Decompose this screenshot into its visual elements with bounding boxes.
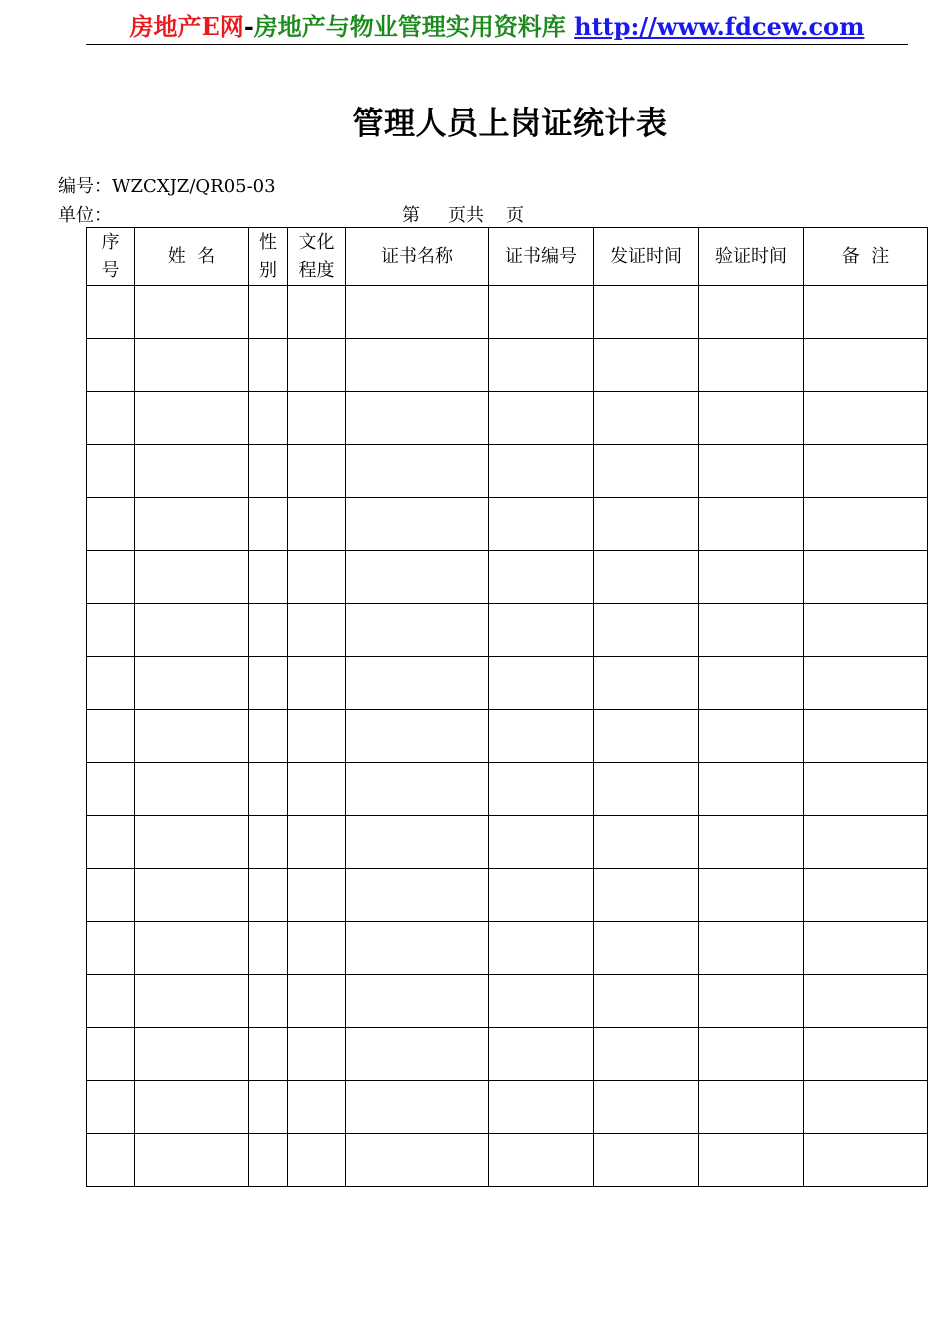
page-prefix: 第	[402, 205, 420, 226]
table-cell	[804, 922, 928, 975]
table-cell	[489, 657, 594, 710]
table-row	[87, 1134, 928, 1187]
code-value: WZCXJZ/QR05-03	[112, 176, 276, 197]
table-cell	[87, 1134, 135, 1187]
table-cell	[699, 869, 804, 922]
table-cell	[135, 869, 249, 922]
table-cell	[699, 922, 804, 975]
header-cert-name: 证书名称	[346, 228, 489, 286]
table-cell	[804, 551, 928, 604]
table-cell	[346, 286, 489, 339]
table-cell	[346, 922, 489, 975]
table-cell	[249, 1081, 288, 1134]
table-row	[87, 286, 928, 339]
table-cell	[594, 286, 699, 339]
header-education: 文化 程度	[288, 228, 346, 286]
table-cell	[87, 710, 135, 763]
table-cell	[87, 763, 135, 816]
table-cell	[804, 657, 928, 710]
table-cell	[346, 869, 489, 922]
table-cell	[489, 869, 594, 922]
table-cell	[699, 1028, 804, 1081]
table-body	[87, 286, 928, 1187]
table-cell	[346, 498, 489, 551]
table-cell	[699, 498, 804, 551]
table-cell	[594, 1134, 699, 1187]
table-header-row	[87, 228, 928, 286]
table-cell	[594, 445, 699, 498]
table-cell	[135, 922, 249, 975]
table-cell	[489, 604, 594, 657]
table-cell	[804, 445, 928, 498]
table-cell	[346, 1081, 489, 1134]
table-cell	[594, 339, 699, 392]
table-cell	[699, 286, 804, 339]
table-cell	[594, 975, 699, 1028]
table-cell	[87, 604, 135, 657]
table-cell	[489, 922, 594, 975]
table-cell	[699, 392, 804, 445]
table-cell	[489, 710, 594, 763]
table-cell	[699, 710, 804, 763]
table-cell	[804, 869, 928, 922]
document-code	[58, 172, 276, 198]
table-cell	[346, 339, 489, 392]
table-cell	[346, 1028, 489, 1081]
header-issue-date: 发证时间	[594, 228, 699, 286]
code-label: 编号：	[58, 176, 112, 197]
table-cell	[804, 1081, 928, 1134]
table-cell	[699, 604, 804, 657]
table-row	[87, 339, 928, 392]
table-cell	[699, 445, 804, 498]
table-cell	[489, 498, 594, 551]
table-cell	[804, 1134, 928, 1187]
table-cell	[249, 286, 288, 339]
header-separator: -	[243, 12, 254, 41]
table-cell	[594, 922, 699, 975]
table-cell	[699, 1081, 804, 1134]
table-cell	[87, 975, 135, 1028]
table-cell	[804, 286, 928, 339]
table-cell	[288, 763, 346, 816]
table-cell	[87, 551, 135, 604]
table-cell	[288, 339, 346, 392]
table-cell	[87, 498, 135, 551]
table-cell	[699, 975, 804, 1028]
table-cell	[489, 445, 594, 498]
table-cell	[489, 763, 594, 816]
table-cell	[288, 604, 346, 657]
table-cell	[288, 445, 346, 498]
table-cell	[249, 1134, 288, 1187]
document-title: 管理人员上岗证统计表	[352, 106, 668, 142]
table-cell	[87, 816, 135, 869]
table-cell	[249, 975, 288, 1028]
table-cell	[249, 816, 288, 869]
table-cell	[288, 1028, 346, 1081]
table-cell	[489, 339, 594, 392]
table-row	[87, 763, 928, 816]
table-row	[87, 657, 928, 710]
table-cell	[489, 1081, 594, 1134]
table-cell	[594, 551, 699, 604]
table-cell	[804, 604, 928, 657]
header-cert-number: 证书编号	[489, 228, 594, 286]
table-cell	[594, 657, 699, 710]
table-row	[87, 710, 928, 763]
table-cell	[135, 604, 249, 657]
table-cell	[135, 1134, 249, 1187]
table-cell	[594, 869, 699, 922]
table-row	[87, 551, 928, 604]
table-cell	[346, 445, 489, 498]
table-cell	[288, 922, 346, 975]
table-cell	[249, 922, 288, 975]
table-cell	[346, 763, 489, 816]
table-cell	[135, 1081, 249, 1134]
table-cell	[87, 286, 135, 339]
table-cell	[699, 763, 804, 816]
table-cell	[594, 816, 699, 869]
table-cell	[249, 392, 288, 445]
table-cell	[489, 975, 594, 1028]
table-cell	[346, 816, 489, 869]
table-row	[87, 604, 928, 657]
table-cell	[489, 392, 594, 445]
table-cell	[594, 763, 699, 816]
table-cell	[288, 975, 346, 1028]
table-cell	[87, 869, 135, 922]
table-cell	[249, 498, 288, 551]
table-cell	[288, 869, 346, 922]
site-url-link[interactable]: http://www.fdcew.com	[574, 12, 865, 41]
table-cell	[249, 604, 288, 657]
table-cell	[804, 339, 928, 392]
table-row	[87, 869, 928, 922]
table-cell	[135, 975, 249, 1028]
table-cell	[135, 551, 249, 604]
table-cell	[135, 763, 249, 816]
site-name: 房地产E网	[129, 12, 244, 41]
unit-label: 单位：	[58, 205, 112, 226]
table-cell	[249, 657, 288, 710]
table-row	[87, 975, 928, 1028]
table-cell	[249, 1028, 288, 1081]
table-cell	[804, 498, 928, 551]
table-cell	[699, 339, 804, 392]
site-description: 房地产与物业管理实用资料库	[253, 12, 566, 41]
table-cell	[699, 551, 804, 604]
table-cell	[288, 657, 346, 710]
table-row	[87, 445, 928, 498]
table-cell	[249, 339, 288, 392]
table-cell	[87, 922, 135, 975]
table-cell	[135, 498, 249, 551]
table-cell	[699, 816, 804, 869]
table-cell	[594, 392, 699, 445]
table-cell	[804, 392, 928, 445]
header-verify-date: 验证时间	[699, 228, 804, 286]
unit-field	[58, 201, 112, 227]
table-cell	[87, 392, 135, 445]
site-header-banner	[86, 10, 908, 45]
table-cell	[699, 657, 804, 710]
table-cell	[699, 1134, 804, 1187]
table-row	[87, 1081, 928, 1134]
table-cell	[594, 604, 699, 657]
table-cell	[489, 1028, 594, 1081]
table-cell	[594, 710, 699, 763]
table-cell	[489, 1134, 594, 1187]
table-cell	[288, 392, 346, 445]
table-cell	[804, 710, 928, 763]
certificate-table	[86, 227, 928, 1187]
table-cell	[489, 286, 594, 339]
table-cell	[346, 551, 489, 604]
table-cell	[346, 975, 489, 1028]
table-cell	[346, 710, 489, 763]
table-cell	[288, 1081, 346, 1134]
table-row	[87, 922, 928, 975]
table-cell	[346, 657, 489, 710]
table-cell	[249, 551, 288, 604]
header-gender: 性 别	[249, 228, 288, 286]
table-cell	[594, 1081, 699, 1134]
table-row	[87, 1028, 928, 1081]
table-cell	[249, 869, 288, 922]
page-suffix: 页	[506, 205, 524, 226]
table-cell	[804, 975, 928, 1028]
table-cell	[288, 710, 346, 763]
table-cell	[288, 286, 346, 339]
table-cell	[804, 763, 928, 816]
table-cell	[346, 1134, 489, 1187]
table-cell	[135, 392, 249, 445]
table-cell	[804, 816, 928, 869]
table-cell	[87, 339, 135, 392]
table-cell	[249, 445, 288, 498]
table-cell	[135, 816, 249, 869]
table-cell	[135, 657, 249, 710]
table-cell	[288, 551, 346, 604]
table-cell	[804, 1028, 928, 1081]
table-cell	[87, 445, 135, 498]
table-cell	[135, 1028, 249, 1081]
table-cell	[288, 498, 346, 551]
header-name: 姓 名	[135, 228, 249, 286]
table-cell	[135, 339, 249, 392]
table-cell	[489, 816, 594, 869]
table-cell	[87, 1028, 135, 1081]
table-cell	[87, 657, 135, 710]
table-row	[87, 392, 928, 445]
table-row	[87, 498, 928, 551]
table-cell	[594, 498, 699, 551]
header-seq: 序 号	[87, 228, 135, 286]
table-row	[87, 816, 928, 869]
table-cell	[249, 710, 288, 763]
table-cell	[135, 445, 249, 498]
page-counter	[402, 201, 524, 227]
table-cell	[346, 604, 489, 657]
table-cell	[489, 551, 594, 604]
header-remarks: 备 注	[804, 228, 928, 286]
table-cell	[346, 392, 489, 445]
table-cell	[135, 286, 249, 339]
table-cell	[288, 816, 346, 869]
table-cell	[87, 1081, 135, 1134]
table-cell	[594, 1028, 699, 1081]
table-cell	[135, 710, 249, 763]
table-cell	[249, 763, 288, 816]
table-cell	[288, 1134, 346, 1187]
page-middle: 页共	[448, 205, 484, 226]
